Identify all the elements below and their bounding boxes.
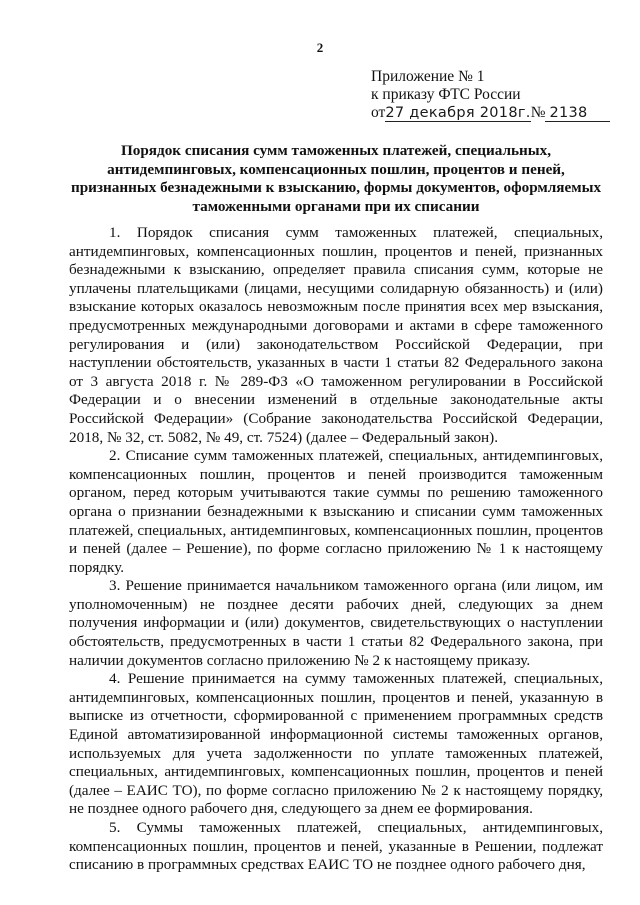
page-number: 2 xyxy=(316,40,324,55)
number-label: № xyxy=(530,104,546,121)
document-body xyxy=(69,224,603,875)
handwritten-number: 2138 xyxy=(545,106,609,122)
paragraph-4: 4. Решение принимается на сумму таможенных платежей, специальных, антидемпинговых, компенсационных пошлин, процентов и пеней, указанную в выписке из отчетности, сформированной с применением программных средств Единой автоматизированной информационной системы таможенных органов, используемых для учета задолженности по уплате таможенных платежей, специальных, антидемпинговых, компенсационных пошлин, процентов и пеней (далее – ЕАИС ТО), по форме согласно приложению № 2 к настоящему порядку, не позднее одного рабочего дня, следующего за днем ее формирования. xyxy=(69,670,603,818)
appendix-line-1: Приложение № 1 xyxy=(371,68,485,85)
paragraph-3: 3. Решение принимается начальником таможенного органа (или лицом, им уполномоченным) не позднее десяти рабочих дней, следующих за днем получения информации и (или) документов, свидетельствующих о наступлении обстоятельств, предусмотренных в части 1 статьи 82 Федерального закона, при наличии документов согласно приложению № 2 к настоящему приказу. xyxy=(69,577,603,669)
paragraph-2: 2. Списание сумм таможенных платежей, специальных, антидемпинговых, компенсационных пошлин, процентов и пеней производится таможенным органом, перед которым учитываются такие суммы по решению таможенного органа о признании безнадежными к взысканию и списании сумм таможенных платежей, специальных, антидемпинговых, компенсационных пошлин, процентов и пеней (далее – Решение), по форме согласно приложению № 1 к настоящему порядку. xyxy=(69,447,603,576)
from-label: от xyxy=(371,104,386,121)
paragraph-1: 1. Порядок списания сумм таможенных платежей, специальных, антидемпинговых, компенсационных пошлин, процентов и пеней, признанных безнадежными к взысканию, определяет правила списания сумм, которые не уплачены плательщиками (лицами, несущими солидарную обязанность) и (или) взыскание которых оказалось невозможным после принятия всех мер взыскания, предусмотренных международными договорами и актами в сфере таможенного регулирования и (или) законодательством Российской Федерации, при наступлении обстоятельств, указанных в части 1 статьи 82 Федерального закона от 3 августа 2018 г. № 289-ФЗ «О таможенном регулировании в Российской Федерации и о внесении изменений в отдельные законодательные акты Российской Федерации» (Собрание законодательства Российской Федерации, 2018, № 32, ст. 5082, № 49, ст. 7524) (далее – Федеральный закон). xyxy=(69,224,603,446)
document-title: Порядок списания сумм таможенных платежей, специальных, антидемпинговых, компенсационных пошлин, процентов и пеней, признанных безнадежными к взысканию, формы документов, оформляемых таможенными органами при их списании xyxy=(70,142,602,215)
handwritten-date: 27 декабря 2018г. xyxy=(385,105,531,121)
appendix-order-line xyxy=(371,104,610,124)
appendix-line-2: к приказу ФТС России xyxy=(371,86,521,103)
appendix-header xyxy=(371,68,610,124)
paragraph-5: 5. Суммы таможенных платежей, специальных, антидемпинговых, компенсационных пошлин, процентов и пеней, указанные в Решении, подлежат списанию в программных средствах ЕАИС ТО не позднее одного рабочего дня, xyxy=(69,819,603,874)
